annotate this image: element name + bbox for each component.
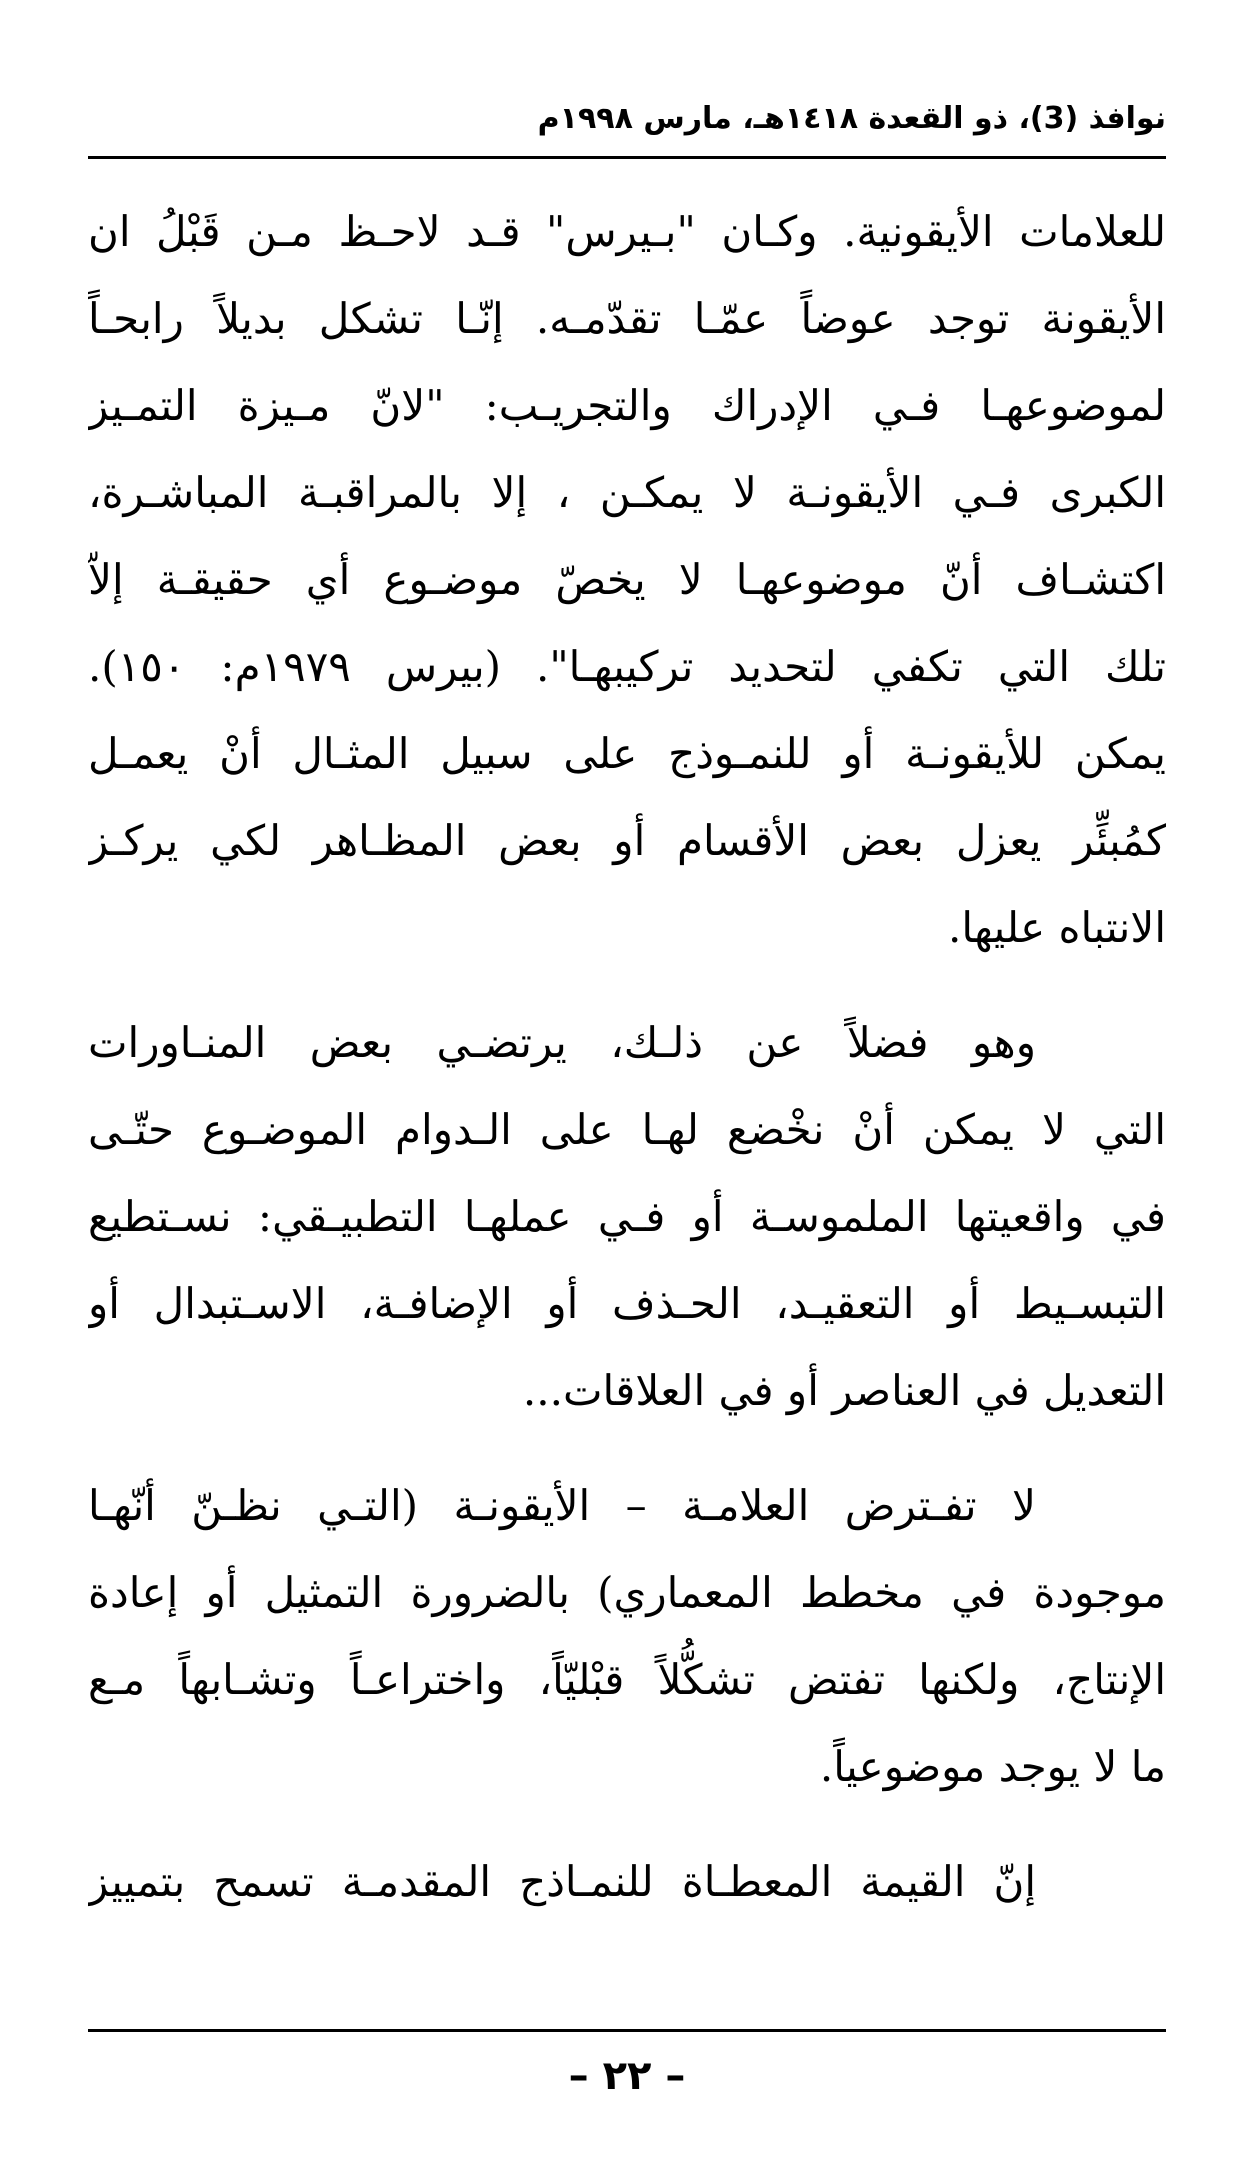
paragraph [88,1838,1166,1925]
text-line: موجودة في مخطط المعماري) بالضرورة التمثيل أو إعادة [88,1568,1166,1617]
text-line: الكبرى فـي الأيقونـة لا يمكـن ، إلا بالمراقبـة المباشـرة، [88,468,1166,517]
text-line: الإنتاج، ولكنها تفتض تشكُّلاً قبْليّاً، واختراعـاً وتشـابهاً مـع [88,1655,1166,1704]
page-number: – ٢٢ – [568,2053,686,2099]
running-header: نوافذ (3)، ذو القعدة ١٤١٨هـ، مارس ١٩٩٨م [537,101,1166,136]
paragraph [88,999,1166,1434]
text-line: وهو فضلاً عن ذلـك، يرتضـي بعض المنـاورات [88,1018,1036,1067]
text-line: التعديل في العناصر أو في العلاقات... [522,1366,1166,1415]
text-line: تلك التي تكفي لتحديد تركيبهـا". (بيرس ١٩٧٩م: ١٥٠). [88,642,1166,691]
text-line: في واقعيتها الملموسـة أو فـي عملهـا التطبيـقي: نسـتطيع [88,1192,1166,1241]
paragraph [88,1462,1166,1810]
text-line: الانتباه عليها. [948,903,1166,952]
text-line: لا تفـترض العلامـة – الأيقونـة (التـي نظـنّ أنّهـا [88,1481,1036,1530]
text-line: التي لا يمكن أنْ نخْضع لهـا على الـدوام الموضـوع حتّـى [88,1105,1166,1154]
header-divider [88,156,1166,159]
text-line: للعلامات الأيقونية. وكـان "بـيرس" قـد لاحـظ مـن قَبْلُ ان [88,207,1166,256]
footer-divider [88,2029,1166,2032]
text-line: اكتشـاف أنّ موضوعهـا لا يخصّ موضـوع أي حقيقـة إلاّ [88,555,1166,604]
text-line: كمُبئِّر يعزل بعض الأقسام أو بعض المظـاهر لكي يركـز [88,816,1166,865]
text-line: الأيقونة توجد عوضاً عمّـا تقدّمـه. إنّـا تشكل بديلاً رابحـاً [88,294,1166,343]
text-line: التبسـيط أو التعقيـد، الحـذف أو الإضافـة، الاسـتبدال أو [88,1279,1166,1328]
text-line: يمكن للأيقونـة أو للنمـوذج على سبيل المثـال أنْ يعمـل [88,729,1166,778]
text-line: لموضوعهـا فـي الإدراك والتجريـب: "لانّ مـيزة التمـيز [88,381,1166,430]
text-line: ما لا يوجد موضوعياً. [819,1742,1166,1791]
body-text [88,188,1166,1925]
text-line: إنّ القيمة المعطـاة للنمـاذج المقدمـة تسمح بتمييز [88,1857,1036,1906]
paragraph [88,188,1166,971]
